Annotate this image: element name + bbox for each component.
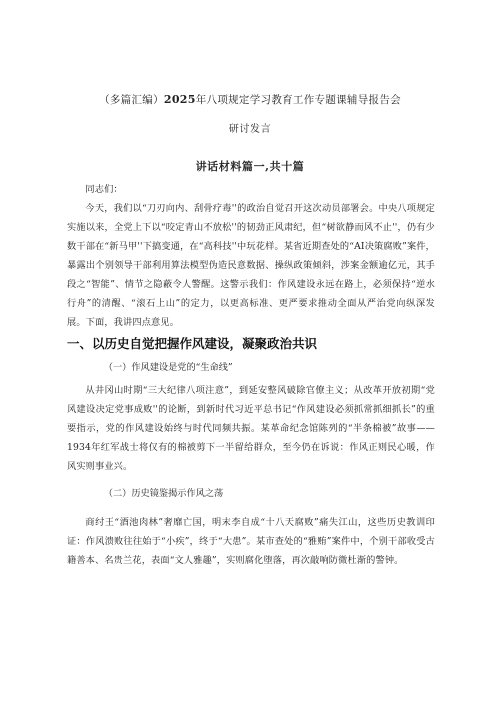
title-year: 2025	[163, 93, 196, 106]
heading-level-2-a: （一）作风建设是党的“生命线”	[103, 362, 233, 373]
title-rest: 年八项规定学习教育工作专题课辅导报告会	[195, 94, 401, 106]
heading-level-2-b: （二）历史镜鉴揭示作风之荡	[103, 488, 224, 499]
paragraph-lessons: 商纣王“酒池肉林”奢靡亡国，明末李自成“十八天腐败”痛失江山，这些历史教训印证：作风溃败往往始于“小疾”，终于“大患”。某市查处的“雅贿”案件中，个别干部收受古籍善本、名贵兰花，表面“文人雅趣”，实则腐化堕落，再次敲响防微杜渐的警钟。	[67, 517, 435, 566]
title-prefix: （多篇汇编）	[99, 94, 164, 106]
paragraph-intro: 今天，我们以“刀刃向内、刮骨疗毒''的政治自觉召开这次动员部署会。中央八项规定实施以来，全党上下以“咬定青山不放松''的韧劲正风肃纪，但“树欲静而风不止''，仍有少数干部在“新马甲''下搞变通，在“高科技''中玩花样。某省近期查处的“AI决策腐败”案件，暴露出个别领导干部利用算法模型伪造民意数据、操纵政策倾斜，涉案金额逾亿元，其手段之“智能”、情节之隐蔽令人警醒。这警示我们：作风建设永远在路上，必须保持“逆水行舟”的清醒、“滚石上山”的定力，以更高标准、更严要求推动全面从严治党向纵深发展。下面，我讲四点意见。	[67, 203, 435, 328]
paragraph-history: 从井冈山时期“三大纪律八项注意”，到延安整风破除官僚主义；从改革开放初期“党风建设决定党事成败''的论断，到新时代习近平总书记“作风建设必须抓常抓细抓长”的重要指示，党的作风建设始终与时代同频共振。某革命纪念馆陈列的“半条棉被”故事——1934年红军战士将仅有的棉被剪下一半留给群众，至今仍在诉说：作风正则民心暖，作风实则事业兴。	[67, 385, 435, 472]
heading-level-1: 一、以历史自觉把握作风建设，凝聚政治共识	[67, 336, 318, 351]
document-title	[66, 92, 434, 107]
greeting: 同志们：	[85, 184, 123, 195]
document-subtitle: 研讨发言	[228, 124, 272, 135]
document-body	[67, 180, 435, 570]
section-title: 讲话材料篇一,共十篇	[195, 160, 305, 173]
